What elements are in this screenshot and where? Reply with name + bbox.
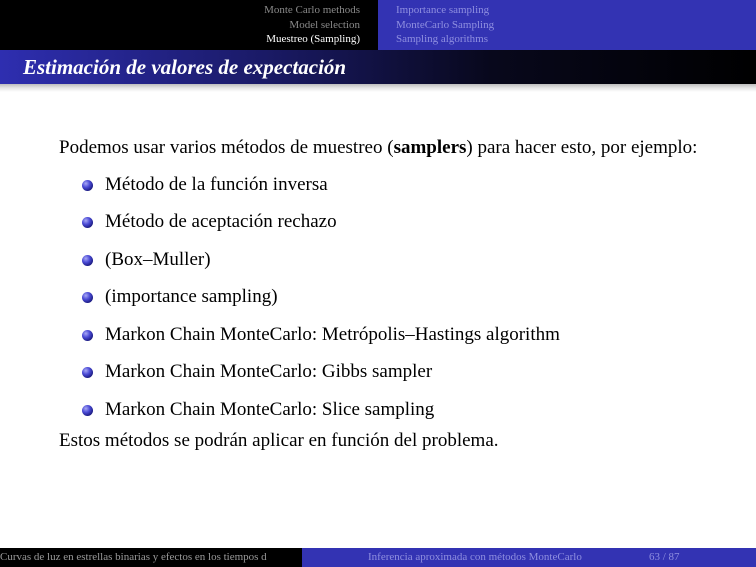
- frame-title: Estimación de valores de expectación: [23, 55, 347, 79]
- list-item: [59, 285, 709, 323]
- bullet-ball-icon: [82, 405, 93, 416]
- list-item-text: (Box–Muller): [105, 248, 211, 270]
- nav-subsection-importance-sampling[interactable]: Importance sampling: [396, 4, 490, 16]
- list-item-text: Método de aceptación rechazo: [105, 211, 337, 232]
- closing-paragraph: Estos métodos se podrán aplicar en función del problema.: [59, 430, 499, 451]
- list-item: [59, 210, 709, 248]
- list-item-text: Markon Chain MonteCarlo: Gibbs sampler: [105, 361, 433, 382]
- slide-content: [59, 136, 709, 454]
- footer-subtitle[interactable]: Inferencia aproximada con métodos MonteCarlo: [368, 551, 582, 563]
- sampler-list: [59, 173, 709, 436]
- nav-section-monte-carlo-methods[interactable]: Monte Carlo methods: [264, 4, 360, 16]
- list-item: [59, 360, 709, 398]
- intro-text-end: ) para hacer esto, por ejemplo:: [466, 137, 698, 158]
- bullet-ball-icon: [82, 217, 93, 228]
- title-shadow: [0, 84, 756, 92]
- list-item: [59, 398, 709, 436]
- list-item-text: Método de la función inversa: [105, 173, 328, 195]
- intro-paragraph: [59, 136, 709, 161]
- subsection-navigation: [378, 0, 756, 50]
- list-item: [59, 323, 709, 361]
- nav-subsection-montecarlo-sampling[interactable]: MonteCarlo Sampling: [396, 18, 495, 31]
- bullet-ball-icon: [82, 180, 93, 191]
- bullet-ball-icon: [82, 367, 93, 378]
- bullet-ball-icon: [82, 330, 93, 341]
- list-item-text: (importance sampling): [105, 286, 278, 307]
- top-navigation: [0, 0, 756, 50]
- footer-right-panel: [302, 548, 756, 567]
- intro-text-start: Podemos usar varios métodos de muestreo (: [59, 137, 394, 158]
- nav-section-muestreo[interactable]: Muestreo (Sampling): [266, 33, 360, 45]
- nav-subsection-sampling-algorithms[interactable]: Sampling algorithms: [396, 33, 488, 45]
- footer-presentation-title[interactable]: Curvas de luz en estrellas binarias y efectos en los tiempos d: [0, 548, 302, 567]
- intro-bold-term: samplers: [393, 137, 467, 158]
- bullet-ball-icon: [82, 292, 93, 303]
- list-item: [59, 173, 709, 211]
- bullet-ball-icon: [82, 255, 93, 266]
- frame-title-bar: [0, 50, 756, 84]
- list-item: [59, 248, 709, 286]
- nav-section-model-selection[interactable]: Model selection: [289, 18, 360, 31]
- section-navigation: [0, 0, 378, 50]
- page-number: 63 / 87: [649, 551, 680, 563]
- list-item-text: Markon Chain MonteCarlo: Slice sampling: [105, 398, 435, 420]
- footer-bar: [0, 548, 756, 567]
- list-item-text: Markon Chain MonteCarlo: Metrópolis–Hastings algorithm: [105, 323, 560, 345]
